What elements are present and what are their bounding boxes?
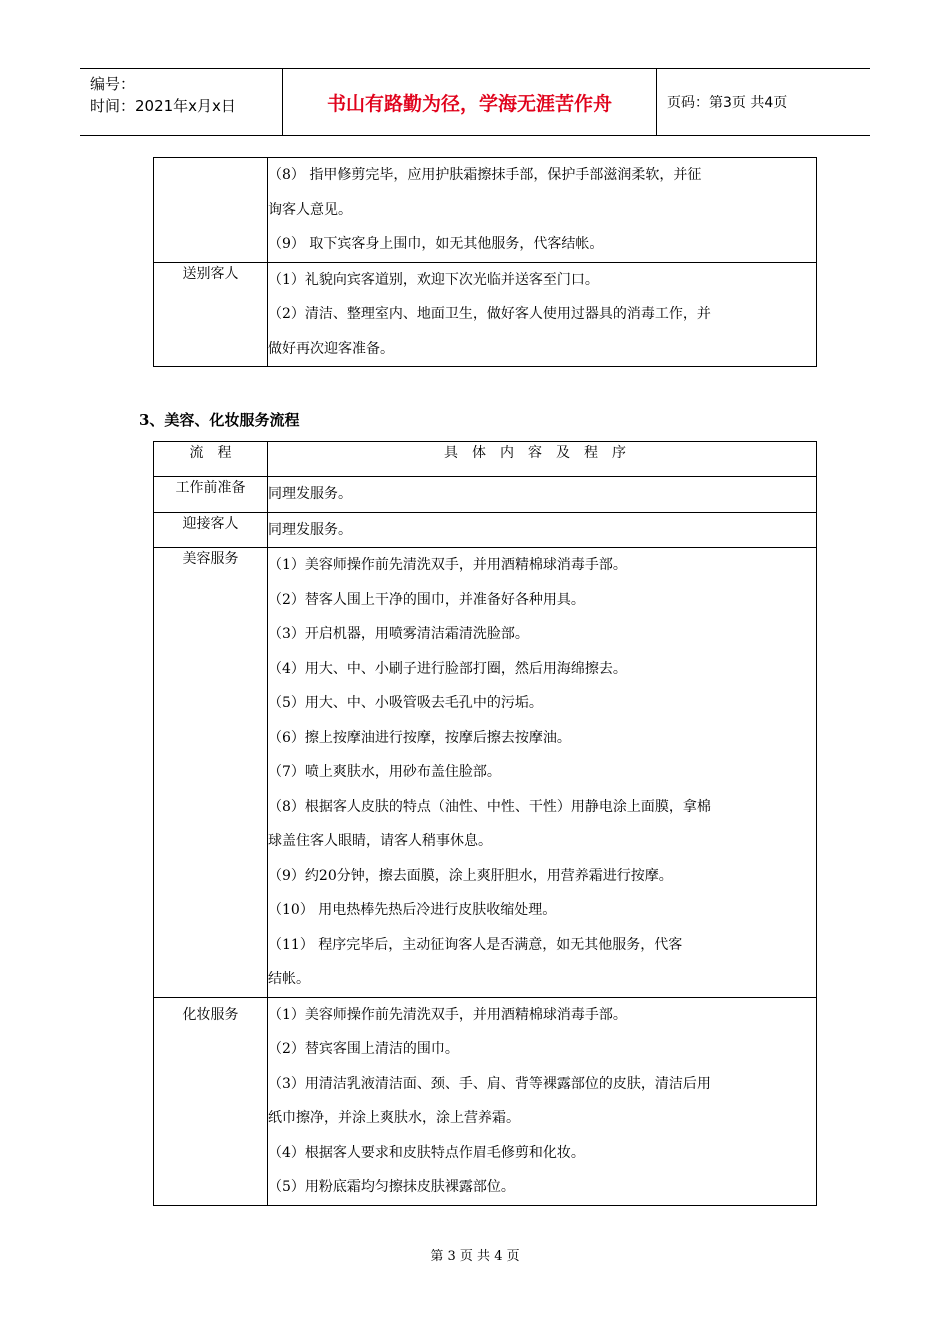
content-line: （6）擦上按摩油进行按摩，按摩后擦去按摩油。 bbox=[268, 729, 571, 746]
content-line: 同理发服务。 bbox=[268, 486, 352, 502]
content-line: （3）开启机器，用喷雾清洁霜清洗脸部。 bbox=[268, 626, 529, 642]
content-line: （3）用清洁乳液清洁面、颈、手、肩、背等裸露部位的皮肤，清洁后用 bbox=[268, 1075, 711, 1092]
content-line: （4）用大、中、小刷子进行脸部打圈，然后用海绵擦去。 bbox=[268, 660, 627, 677]
table-row bbox=[154, 548, 817, 998]
content-line: （1）美容师操作前先清洗双手，并用酒精棉球消毒手部。 bbox=[268, 557, 627, 573]
content-line: （2）替客人围上干净的围巾，并准备好各种用具。 bbox=[268, 591, 585, 608]
content-line: （9） 取下宾客身上围巾，如无其他服务，代客结帐。 bbox=[268, 236, 604, 252]
row-content bbox=[268, 512, 817, 548]
table-row bbox=[154, 158, 817, 263]
content-line: （7）喷上爽肤水，用砂布盖住脸部。 bbox=[268, 764, 501, 780]
content-line: （8）根据客人皮肤的特点（油性、中性、干性）用静电涂上面膜，拿棉 bbox=[268, 798, 711, 815]
page-header bbox=[80, 68, 870, 136]
row-label: 送别客人 bbox=[154, 262, 268, 367]
row-content bbox=[268, 548, 817, 998]
table-row bbox=[154, 997, 817, 1205]
content-line: （4）根据客人要求和皮肤特点作眉毛修剪和化妆。 bbox=[268, 1144, 585, 1161]
content-line: （1）礼貌向宾客道别，欢迎下次光临并送客至门口。 bbox=[268, 271, 599, 288]
content-line: （10） 用电热棒先热后冷进行皮肤收缩处理。 bbox=[268, 902, 557, 918]
row-label: 迎接客人 bbox=[154, 512, 268, 548]
row-label: 化妆服务 bbox=[154, 997, 268, 1205]
table-row bbox=[154, 512, 817, 548]
row-label bbox=[154, 158, 268, 263]
table-header-row bbox=[154, 442, 817, 477]
table-row bbox=[154, 262, 817, 367]
row-label: 工作前准备 bbox=[154, 477, 268, 513]
table-row bbox=[154, 477, 817, 513]
content-line: 球盖住客人眼睛，请客人稍事休息。 bbox=[268, 833, 492, 849]
row-content bbox=[268, 477, 817, 513]
content-line: （2）清洁、整理室内、地面卫生，做好客人使用过器具的消毒工作，并 bbox=[268, 306, 711, 322]
header-number: 编号： bbox=[90, 75, 136, 93]
content-line: （9）约20分钟，擦去面膜，涂上爽肝胆水，用营养霜进行按摩。 bbox=[268, 867, 673, 884]
header-meta bbox=[80, 69, 283, 135]
content-line: （5）用大、中、小吸管吸去毛孔中的污垢。 bbox=[268, 695, 543, 711]
header-time: 时间：2021年x月x日 bbox=[90, 97, 236, 115]
beauty-makeup-table bbox=[153, 441, 817, 1206]
content-line: 纸巾擦净，并涂上爽肤水，涂上营养霜。 bbox=[268, 1110, 520, 1126]
header-col-content: 具体内容及程序 bbox=[268, 442, 817, 477]
row-content bbox=[268, 262, 817, 367]
content-line: （1）美容师操作前先清洗双手，并用酒精棉球消毒手部。 bbox=[268, 1006, 627, 1023]
continuation-table bbox=[153, 157, 817, 367]
content-line: （11） 程序完毕后，主动征询客人是否满意，如无其他服务，代客 bbox=[268, 936, 683, 953]
content-line: 结帐。 bbox=[268, 971, 310, 987]
header-page-info: 页码：第3页 共4页 bbox=[667, 95, 788, 111]
content-line: （2）替宾客围上清洁的围巾。 bbox=[268, 1041, 459, 1057]
content-line: 做好再次迎客准备。 bbox=[268, 340, 394, 357]
page-footer: 第 3 页 共 4 页 bbox=[430, 1249, 520, 1264]
row-content bbox=[268, 997, 817, 1205]
row-label: 美容服务 bbox=[154, 548, 268, 998]
header-col-process: 流程 bbox=[154, 442, 268, 477]
content-line: （8） 指甲修剪完毕，应用护肤霜擦抹手部，保护手部滋润柔软，并征 bbox=[268, 167, 702, 183]
content-line: （5）用粉底霜均匀擦抹皮肤裸露部位。 bbox=[268, 1179, 515, 1195]
content-line: 询客人意见。 bbox=[268, 201, 352, 218]
section-title: 3、美容、化妆服务流程 bbox=[139, 411, 300, 429]
content-line: 同理发服务。 bbox=[268, 521, 352, 538]
header-motto: 书山有路勤为径，学海无涯苦作舟 bbox=[283, 69, 657, 135]
row-content bbox=[268, 158, 817, 263]
